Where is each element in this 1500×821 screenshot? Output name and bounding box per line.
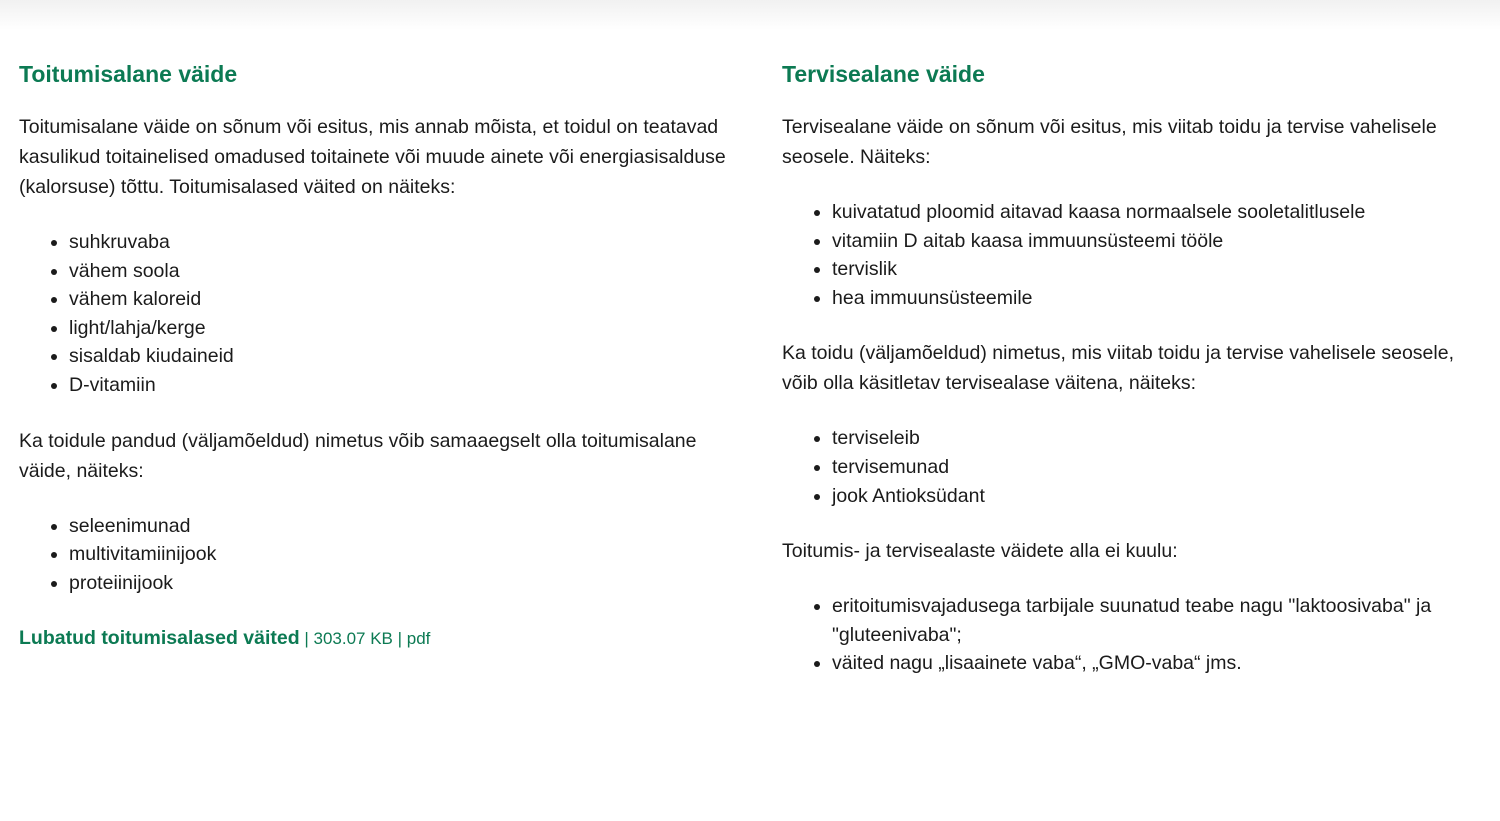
list-item: • light/lahja/kerge xyxy=(69,314,729,343)
list-item: • kuivatatud ploomid aitavad kaasa normaalsele sooletalitlusele xyxy=(832,198,1482,227)
examples-list xyxy=(19,228,729,400)
file-download-link[interactable]: Lubatud toitumisalased väited xyxy=(19,627,300,650)
section-heading: Tervisealane väide xyxy=(782,61,985,87)
list-item: • jook Antioksüdant xyxy=(832,482,1482,511)
list-item: • proteiinijook xyxy=(69,569,729,598)
list-item: • vähem kaloreid xyxy=(69,285,729,314)
examples-list xyxy=(782,198,1482,312)
list-item: • D-vitamiin xyxy=(69,371,729,400)
list-item: • hea immuunsüsteemile xyxy=(832,284,1482,313)
list-item: • sisaldab kiudaineid xyxy=(69,342,729,371)
list-item: • multivitamiinijook xyxy=(69,540,729,569)
intro-paragraph: Toitumisalane väide on sõnum või esitus, mis annab mõista, et toidul on teatavad kasulikud toitainelised omadused toitainete või muude ainete või energiasisalduse (kalorsuse) tõttu. Toitumisalased väited on näiteks: xyxy=(19,116,726,198)
list-item: • vähem soola xyxy=(69,257,729,286)
list-item: • seleenimunad xyxy=(69,512,729,541)
health-claim-section xyxy=(782,58,1482,704)
section-heading: Toitumisalane väide xyxy=(19,61,238,87)
exclusions-paragraph: Toitumis- ja tervisealaste väidete alla ei kuulu: xyxy=(782,540,1178,563)
list-item: • suhkruvaba xyxy=(69,228,729,257)
list-item: • väited nagu „lisaainete vaba“, „GMO-vaba“ jms. xyxy=(832,649,1482,678)
file-download xyxy=(19,623,729,654)
file-meta: | 303.07 KB | pdf xyxy=(299,629,431,649)
exclusions-list xyxy=(782,592,1482,678)
name-claim-paragraph: Ka toidule pandud (väljamõeldud) nimetus võib samaaegselt olla toitumisalane väide, näiteks: xyxy=(19,429,697,482)
name-examples-list xyxy=(782,424,1482,510)
name-examples-list xyxy=(19,512,729,598)
list-item: • tervislik xyxy=(832,255,1482,284)
list-item: • vitamiin D aitab kaasa immuunsüsteemi tööle xyxy=(832,227,1482,256)
name-claim-paragraph: Ka toidu (väljamõeldud) nimetus, mis viitab toidu ja tervise vahelisele seosele, võib olla käsitletav tervisealase väitena, näiteks: xyxy=(782,342,1454,395)
header-shadow xyxy=(0,0,1500,30)
list-item: • eritoitumisvajadusega tarbijale suunatud teabe nagu "laktoosivaba" ja "gluteenivaba"; xyxy=(832,592,1482,649)
list-item: • tervisemunad xyxy=(832,453,1482,482)
list-item: • terviseleib xyxy=(832,424,1482,453)
intro-paragraph: Tervisealane väide on sõnum või esitus, mis viitab toidu ja tervise vahelisele seosele. Näiteks: xyxy=(782,116,1437,168)
nutrition-claim-section xyxy=(19,58,729,654)
